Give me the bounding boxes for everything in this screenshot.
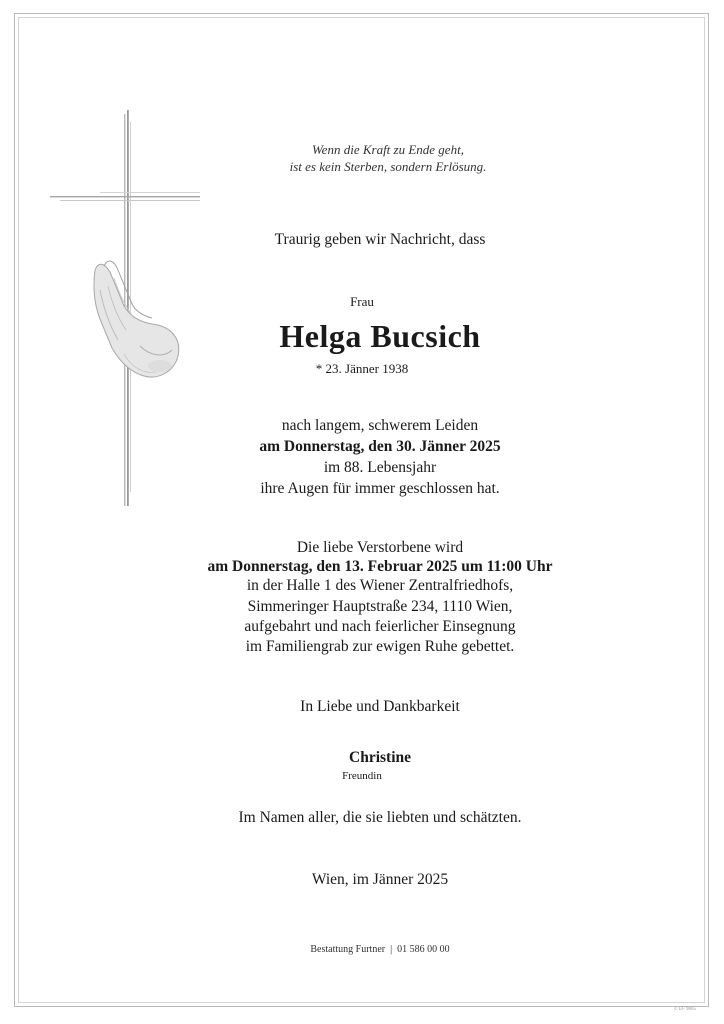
birth-date: * 23. Jänner 1938 [315,361,409,376]
corner-mark: © EF 9065 [673,1007,696,1012]
motto-line-2: ist es kein Sterben, sondern Erlösung. [289,159,487,174]
death-date: am Donnerstag, den 30. Jänner 2025 [259,438,501,455]
gratitude-text: In Liebe und Dankbarkeit [300,698,460,715]
death-line-3: im 88. Lebensjahr [323,459,437,476]
intro-text: Traurig geben wir Nachricht, dass [274,231,486,248]
death-line-4: ihre Augen für immer geschlossen hat. [260,480,500,497]
death-line-1: nach langem, schwerem Leiden [281,417,479,434]
deceased-name: Helga Bucsich [279,318,481,354]
place-date: Wien, im Jänner 2025 [311,871,449,888]
funeral-line-3: in der Halle 1 des Wiener Zentralfriedhofs, [246,577,514,594]
funeral-line-1: Die liebe Verstorbene wird [296,539,464,556]
salutation: Frau [350,294,374,309]
footer-separator: | [390,944,393,955]
funeral-date: am Donnerstag, den 13. Februar 2025 um 11:00 Uhr [207,558,553,575]
funeral-line-6: im Familiengrab zur ewigen Ruhe gebettet. [245,638,515,655]
footer-company: Bestattung Furtner [310,944,386,955]
footer [120,944,640,956]
motto-line-1: Wenn die Kraft zu Ende geht, [312,142,464,157]
footer-phone: 01 586 00 00 [397,944,450,955]
mourner-name: Christine [349,749,411,766]
funeral-line-4: Simmeringer Hauptstraße 234, 1110 Wien, [247,598,513,615]
funeral-line-5: aufgebahrt und nach feierlicher Einsegnung [244,618,516,635]
mourner-relation: Freundin [342,770,382,782]
closing-text: Im Namen aller, die sie liebten und schätzten. [238,809,522,826]
